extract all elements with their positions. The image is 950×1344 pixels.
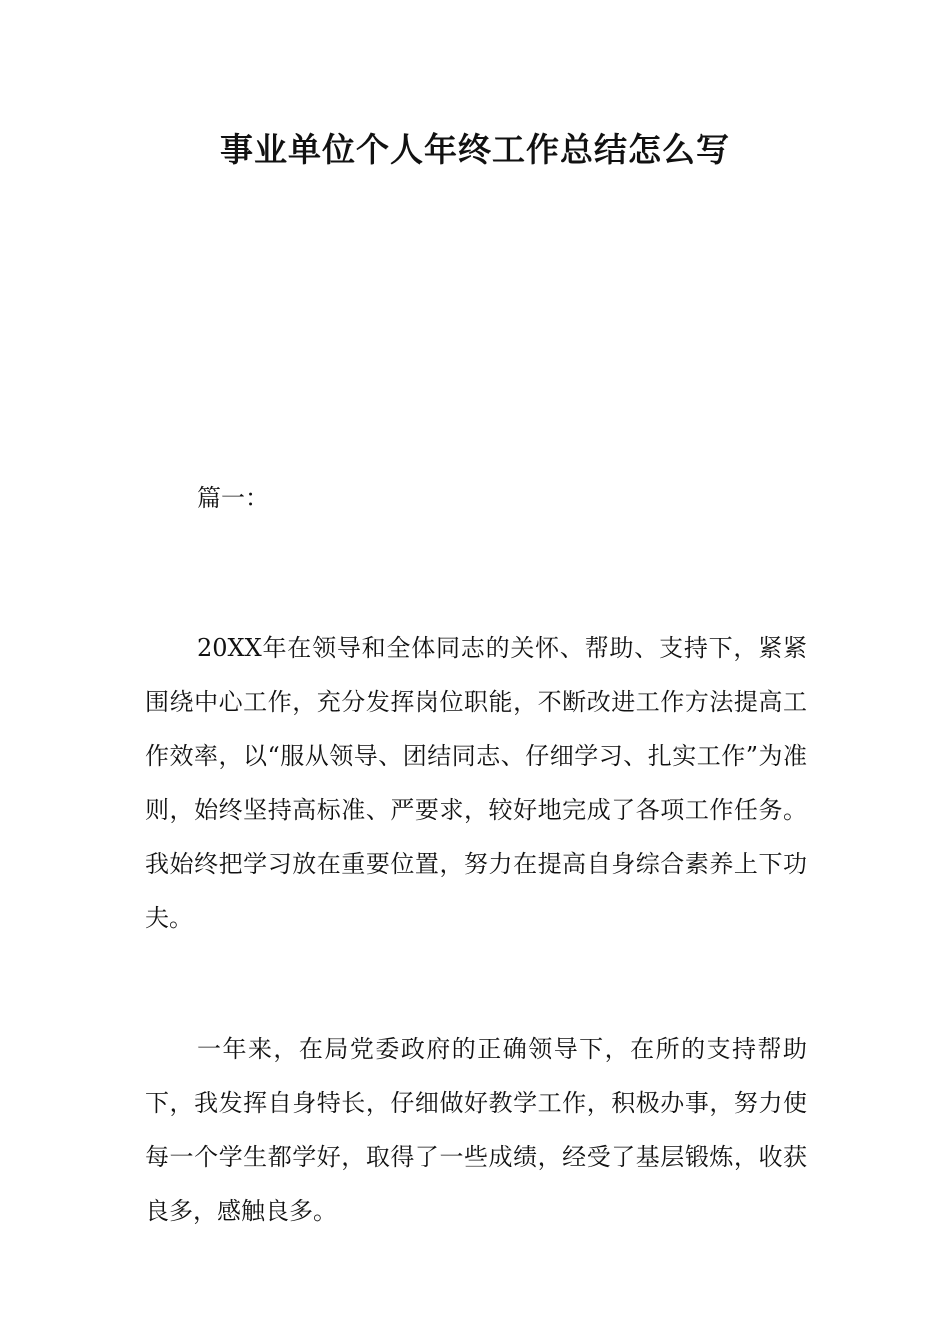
body-paragraph-1: 20XX年在领导和全体同志的关怀、帮助、支持下，紧紧围绕中心工作，充分发挥岗位职能，不断改进工作方法提高工作效率，以“服从领导、团结同志、仔细学习、扎实工作”为准则，始终坚持高标准、严要求，较好地完成了各项工作任务。我始终把学习放在重要位置，努力在提高自身综合素养上下功夫。 [145,634,807,932]
section-heading: 篇一： [197,484,269,512]
document-title: 事业单位个人年终工作总结怎么写 [220,130,730,169]
body-paragraph-2: 一年来，在局党委政府的正确领导下，在所的支持帮助下，我发挥自身特长，仔细做好教学工作，积极办事，努力使每一个学生都学好，取得了一些成绩，经受了基层锻炼，收获良多，感触良多。 [145,1035,807,1225]
